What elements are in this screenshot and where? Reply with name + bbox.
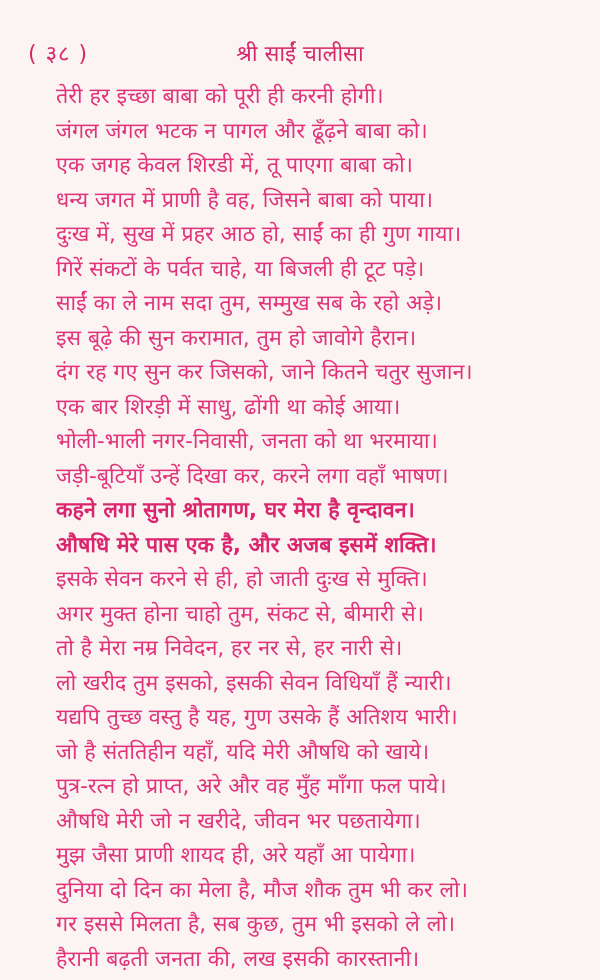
verse-line: भोली-भाली नगर-निवासी, जनता को था भरमाया। xyxy=(56,429,438,454)
verse-line: जो है संततिहीन यहाँ, यदि मेरी औषधि को खाये। xyxy=(56,739,430,765)
verse-line: दुनिया दो दिन का मेला है, मौज शौक तुम भी कर लो। xyxy=(56,877,468,903)
verse-line: गिरें संकटों के पर्वत चाहे, या बिजली ही टूट पड़े। xyxy=(56,256,425,282)
verse-line: गर इससे मिलता है, सब कुछ, तुम भी इसको ले लो। xyxy=(56,912,456,937)
verse-line: कहने लगा सुनो श्रोतागण, घर मेरा है वृन्दावन। xyxy=(56,498,415,523)
verse-line: इसके सेवन करने से ही, हो जाती दुःख से मुक्ति। xyxy=(56,567,428,592)
verse-line: औषधि मेरे पास एक है, और अजब इसमें शक्ति। xyxy=(56,532,437,558)
verse-line: एक बार शिरड़ी में साधु, ढोंगी था कोई आया। xyxy=(56,394,401,420)
verse-line: दंग रह गए सुन कर जिसको, जाने कितने चतुर सुजान। xyxy=(56,360,473,385)
verse-line: एक जगह केवल शिरडी में, तू पाएगा बाबा को। xyxy=(56,153,413,178)
verse-line: इस बूढ़े की सुन करामात, तुम हो जावोगे हैरान। xyxy=(56,325,417,351)
verse-line: पुत्र-रत्न हो प्राप्त, अरे और वह मुँह माँगा फल पाये। xyxy=(56,774,447,799)
page-header xyxy=(0,38,600,70)
page-number: ( ३८ ) xyxy=(28,42,89,67)
verse-line: साईं का ले नाम सदा तुम, सम्मुख सब के रहो अड़े। xyxy=(56,291,443,316)
verse-line: मुझ जैसा प्राणी शायद ही, अरे यहाँ आ पायेगा। xyxy=(56,843,416,868)
verse-line: औषधि मेरी जो न खरीदे, जीवन भर पछतायेगा। xyxy=(56,808,421,834)
verse-line: यद्यपि तुच्छ वस्तु है यह, गुण उसके हैं अतिशय भारी। xyxy=(56,705,458,730)
verse-block xyxy=(56,80,588,977)
verse-line: हैरानी बढ़ती जनता की, लख इसकी कारस्तानी। xyxy=(56,946,420,972)
verse-line: जंगल जंगल भटक न पागल और ढूँढ़ने बाबा को। xyxy=(56,118,428,144)
verse-line: तेरी हर इच्छा बाबा को पूरी ही करनी होगी। xyxy=(56,84,384,109)
verse-line: धन्य जगत में प्राणी है वह, जिसने बाबा को पाया। xyxy=(56,187,433,213)
verse-line: दुःख में, सुख में प्रहर आठ हो, साईं का ही गुण गाया। xyxy=(56,222,462,247)
verse-line: जड़ी-बूटियाँ उन्हें दिखा कर, करने लगा वहाँ भाषण। xyxy=(56,463,449,489)
verse-line: तो है मेरा नम्र निवेदन, हर नर से, हर नारी से। xyxy=(56,636,403,661)
verse-line: लो खरीद तुम इसको, इसकी सेवन विधियाँ हैं न्यारी। xyxy=(56,670,452,696)
page-title: श्री साईं चालीसा xyxy=(236,42,364,67)
verse-line: अगर मुक्त होना चाहो तुम, संकट से, बीमारी से। xyxy=(56,601,424,627)
